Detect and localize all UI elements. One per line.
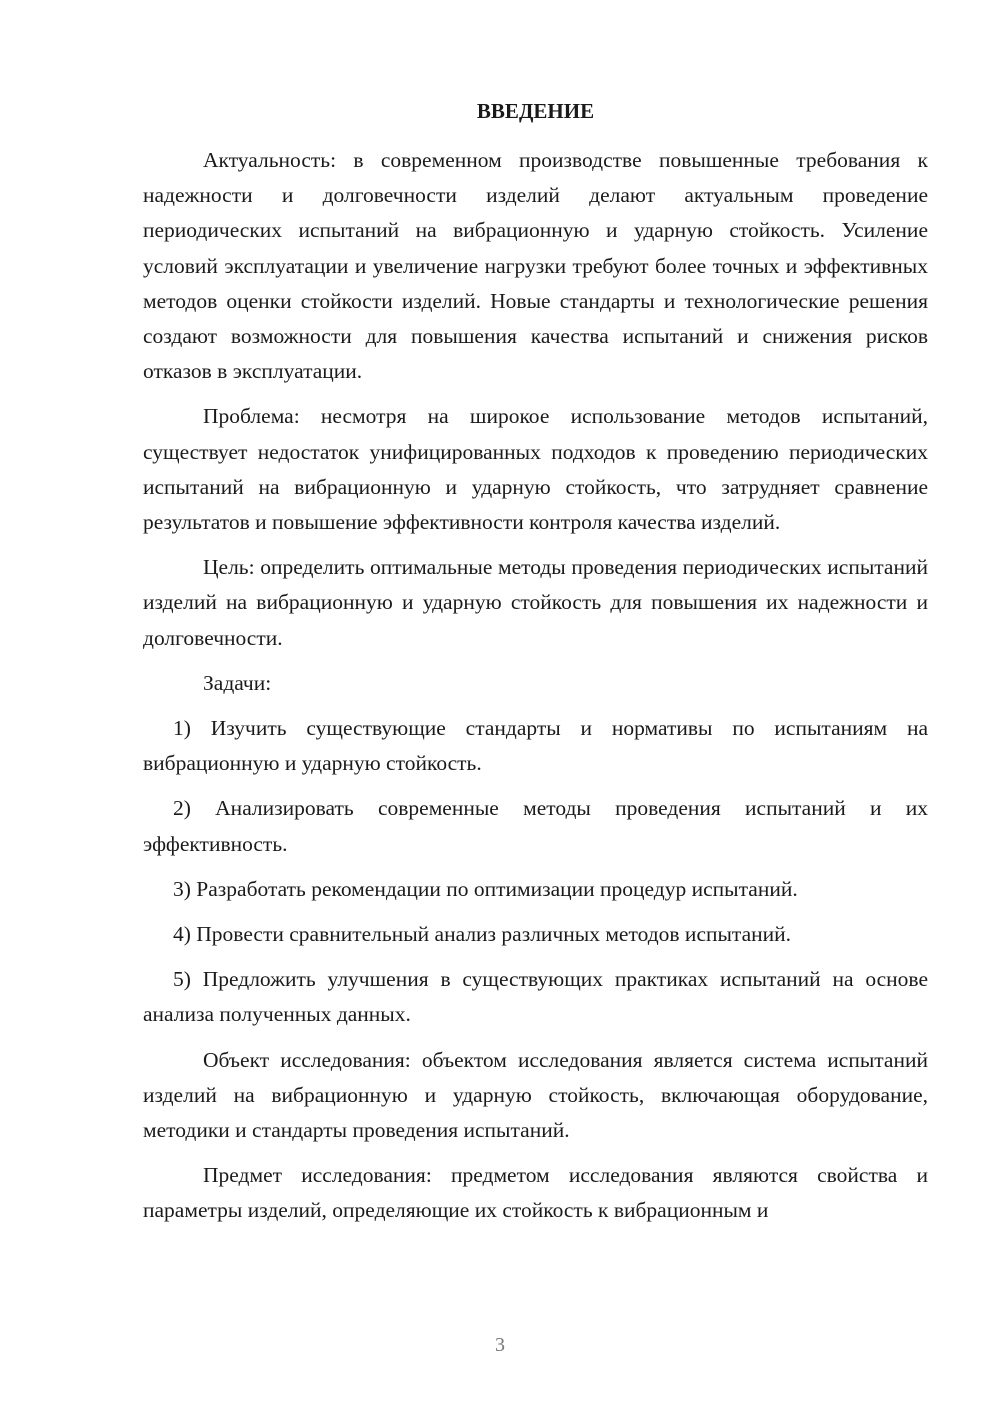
paragraph-problem: Проблема: несмотря на широкое использование методов испытаний, существует недостаток унифицированных подходов к проведению периодических испытаний на вибрационную и ударную стойкость, что затрудняет сравнение результатов и повышение эффективности контроля качества изделий.: [143, 404, 928, 535]
page-number: 3: [495, 1334, 505, 1356]
document-title: ВВЕДЕНИЕ: [476, 99, 595, 123]
task-item-3: 3) Разработать рекомендации по оптимизации процедур испытаний.: [173, 876, 798, 901]
tasks-heading: Задачи:: [203, 670, 272, 695]
document-body: [143, 143, 928, 1239]
task-item-2: 2) Анализировать современные методы проведения испытаний и их эффективность.: [143, 796, 928, 856]
paragraph-goal: Цель: определить оптимальные методы проведения периодических испытаний изделий на вибрационную и ударную стойкость для повышения их надежности и долговечности.: [143, 555, 928, 650]
task-item-4: 4) Провести сравнительный анализ различных методов испытаний.: [173, 922, 792, 947]
paragraph-object: Объект исследования: объектом исследования является система испытаний изделий на вибрационную и ударную стойкость, включающая оборудование, методики и стандарты проведения испытаний.: [143, 1047, 928, 1143]
task-item-1: 1) Изучить существующие стандарты и нормативы по испытаниям на вибрационную и ударную стойкость.: [143, 716, 928, 776]
paragraph-relevance: Актуальность: в современном производстве повышенные требования к надежности и долговечности изделий делают актуальным проведение периодических испытаний на вибрационную и ударную стойкость. Усиление условий эксплуатации и увеличение нагрузки требуют более точных и эффективных методов оценки стойкости изделий. Новые стандарты и технологические решения создают возможности для повышения качества испытаний и снижения рисков отказов в эксплуатации.: [143, 148, 928, 384]
paragraph-subject: Предмет исследования: предметом исследования являются свойства и параметры изделий, определяющие их стойкость к вибрационным и: [143, 1163, 928, 1223]
task-item-5: 5) Предложить улучшения в существующих практиках испытаний на основе анализа полученных данных.: [143, 967, 928, 1027]
